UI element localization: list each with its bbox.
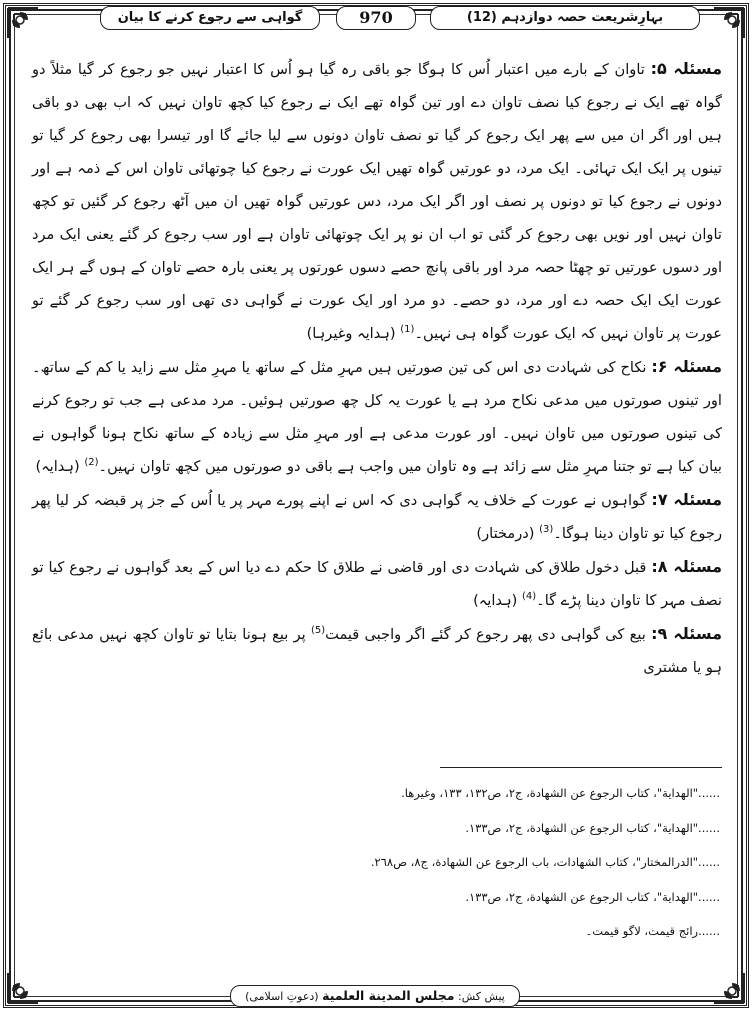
footnote-2: ......"الهداية"، كتاب الرجوع عن الشهادة، ج٢، ص١٣٣. [465,820,720,835]
footnote-divider [440,767,722,768]
footnote-ref: (3) [539,524,554,536]
masala-text: قبل دخول طلاق کی شہادت دی اور قاضی نے طلاق کا حکم دے دیا اس کے بعد گواہوں نے رجوع کیا تو نصف مہر کا تاوان دینا پڑے گا۔ [32,559,722,609]
source-ref: (ہدایہ) [473,592,518,609]
footnote-ref: (4) [521,591,537,603]
footnote-ref: (1) [400,324,415,336]
footnote-ref: (2) [84,457,99,469]
footnote-1: ......"الهداية"، كتاب الرجوع عن الشهادة، ج٢، ص١٣٢، ١٣٣، وغيرها. [401,786,720,800]
footer-prefix: پیش کش: [458,990,505,1003]
chapter-title: گواہی سے رجوع کرنے کا بیان [100,6,320,30]
footnotes [80,776,720,949]
book-title: بہارِشریعت حصہ دوازدہم (12) [430,6,700,30]
corner-ornament-icon [712,6,746,40]
source-ref: (ہدایہ وغیرہا) [306,325,396,342]
masala-label: مسئلہ ۹: [651,624,723,643]
corner-ornament-icon [6,971,40,1005]
publisher-name: مجلس المدينة العلمية [322,988,455,1003]
masala-text: گواہوں نے عورت کے خلاف یہ گواہی دی کہ اس نے اپنے پورے مہر پر یا اُس کے جز پر قبضہ کر لیا پھر رجوع کیا تو تاوان دینا ہوگا۔ [32,492,722,542]
publisher-org: (دعوتِ اسلامی) [245,990,319,1003]
page-body [32,52,722,684]
footnote-5: ......رائج قیمت، لاگو قیمت۔ [585,924,720,938]
masala-7 [32,483,722,550]
masala-label: مسئلہ ۸: [651,557,723,576]
page-header [40,6,712,34]
footnote-3: ......"الدرالمختار"، كتاب الشهادات، باب الرجوع عن الشهادة، ج٨، ص٢٦٨. [370,855,720,869]
masala-text: بیع کی گواہی دی پھر رجوع کر گئے اگر واجبی قیمت [325,626,646,643]
page-footer [230,985,520,1009]
masala-text-continued: پر بیع ہونا بتایا تو تاوان کچھ نہیں مدعی بائع ہو یا مشتری [32,626,722,676]
masala-label: مسئلہ ۵: [650,59,723,78]
masala-label: مسئلہ ۶: [651,357,722,376]
masala-6 [32,350,722,483]
page-number: 970 [336,6,416,30]
corner-ornament-icon [712,971,746,1005]
source-ref: (ہدایہ) [35,458,80,475]
masala-9 [32,617,722,684]
masala-text: تاوان کے بارے میں اعتبار اُس کا ہوگا جو باقی رہ گیا ہو اُس کا اعتبار نہیں جو رجوع کر گیا مثلاً دو گواہ تھے ایک نے رجوع کیا نصف تاوان دے اور تین گواہ تھے ایک نے رجوع کیا کچھ تاوان نہیں کہ اب بھی دو باقی ہیں اور اگر ان میں سے پھر ایک رجوع کر گیا تو نصف تاوان دونوں سے لیا جائے گا اور تیسرا بھی رجوع کر گیا تو تینوں پر ایک ایک تہائی۔ ایک مرد، دو عورتیں گواہ تھیں ایک عورت نے رجوع کیا چوتھائی تاوان اس کے ذمہ ہے اور دونوں نے رجوع کیا تو دونوں پر نصف اور اگر ایک مرد، دس عورتیں گواہ تھیں ان میں آٹھ رجوع کر گئیں تو کچھ تاوان نہیں اور نویں بھی رجوع کر گئی تو اب ان نو پر ایک چوتھائی تاوان ہے اور سب رجوع کر گئے یعنی ایک مرد اور دسوں عورتیں تو چھٹا حصہ مرد اور باقی پانچ حصے دسوں عورتوں پر یعنی بارہ حصے تاوان کے ہوں گے ہر ایک عورت ایک ایک حصہ دے اور مرد، دو حصے۔ دو مرد اور ایک عورت نے گواہی دی تھی اور سب رجوع کر گئے تو عورت پر تاوان نہیں کہ ایک عورت گواہ ہی نہیں۔ [32,61,722,342]
masala-label: مسئلہ ۷: [651,490,722,509]
masala-5 [32,52,722,350]
publisher-box [230,985,520,1007]
footnote-4: ......"الهداية"، كتاب الرجوع عن الشهادة، ج٢، ص١٣٣. [465,889,720,904]
source-ref: (درمختار) [476,525,535,542]
masala-8 [32,550,722,617]
masala-text: نکاح کی شہادت دی اس کی تین صورتیں ہیں مہرِ مثل کے ساتھ یا مہرِ مثل سے زاید یا کم کے ساتھ۔ اور تینوں صورتوں میں مدعی نکاح مرد ہے یا عورت یہ کل چھ صورتیں ہوئیں۔ مرد مدعی ہے جب تو رجوع کرنے کی تینوں صورتوں میں تاوان نہیں۔ اور عورت مدعی ہے اور مہرِ مثل سے زیادہ کے ساتھ نکاح ہونا گواہوں نے بیان کیا ہے تو جتنا مہرِ مثل سے زائد ہے وہ تاوان میں واجب ہے باقی دو صورتوں میں کچھ تاوان نہیں۔ [32,359,722,475]
footnote-ref: (5) [310,625,326,637]
corner-ornament-icon [6,6,40,40]
